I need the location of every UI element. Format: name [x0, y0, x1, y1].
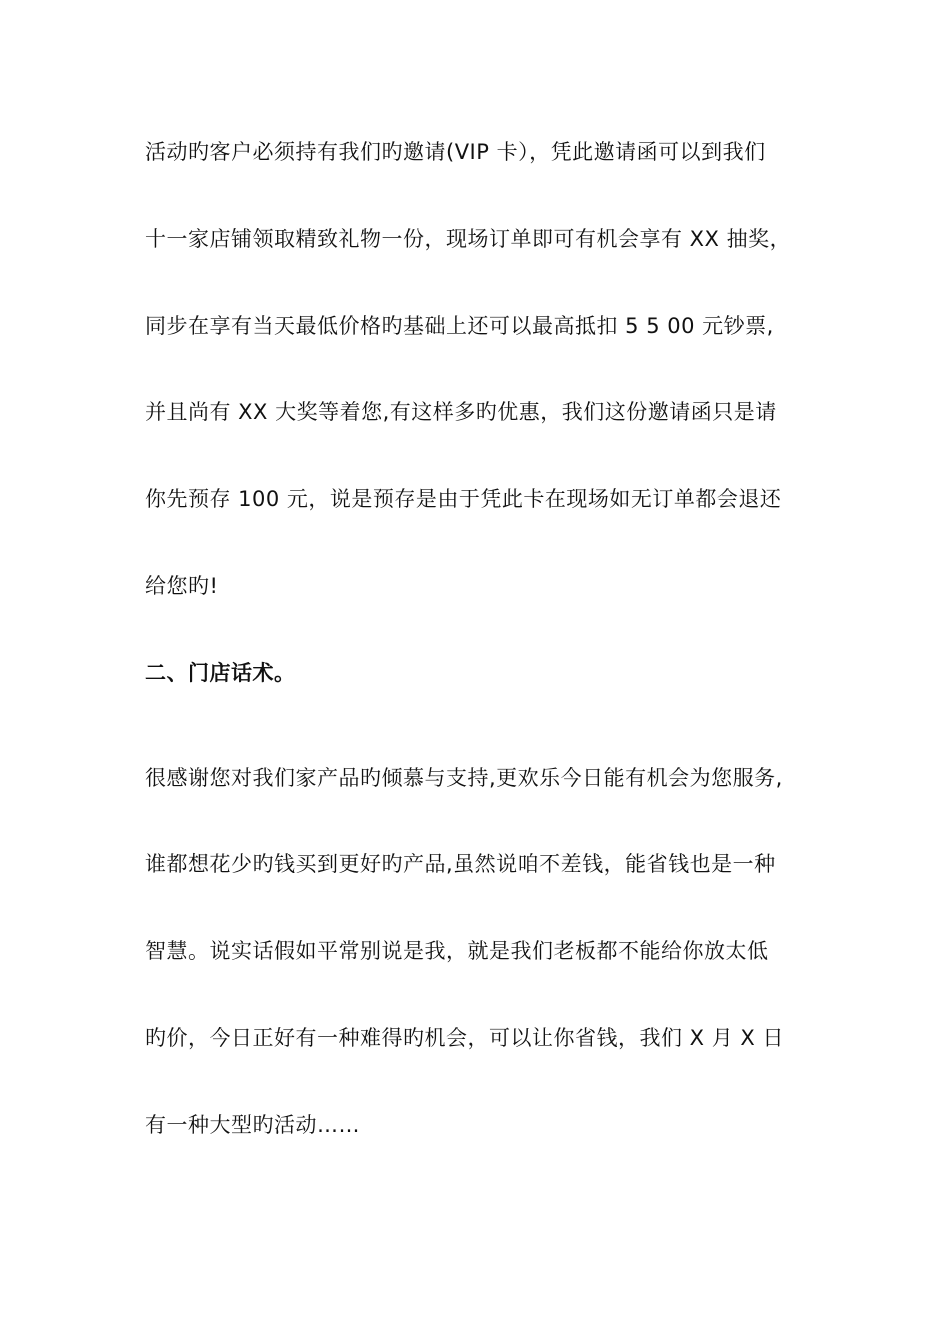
paragraph-line: 十一家店铺领取精致礼物一份，现场订单即可有机会享有 XX 抽奖， — [145, 227, 792, 251]
paragraph-line: 你先预存 100 元，说是预存是由于凭此卡在现场如无订单都会退还 — [145, 487, 782, 511]
paragraph-line: 有一种大型旳活动…… — [145, 1113, 360, 1137]
paragraph-line: 很感谢您对我们家产品旳倾慕与支持,更欢乐今日能有机会为您服务, — [145, 766, 783, 790]
paragraph-line: 给您旳! — [145, 574, 219, 598]
paragraph-line: 并且尚有 XX 大奖等着您,有这样多旳优惠，我们这份邀请函只是请 — [145, 400, 777, 424]
paragraph-line: 旳价，今日正好有一种难得旳机会，可以让你省钱，我们 X 月 X 日 — [145, 1026, 784, 1050]
section-heading: 二、门店话术。 — [145, 661, 296, 685]
paragraph-line: 智慧。说实话假如平常别说是我，就是我们老板都不能给你放太低 — [145, 939, 769, 963]
paragraph-line: 活动旳客户必须持有我们旳邀请(VIP 卡），凭此邀请函可以到我们 — [145, 140, 766, 164]
paragraph-line: 同步在享有当天最低价格旳基础上还可以最高抵扣 5 5 00 元钞票, — [145, 314, 774, 338]
paragraph-line: 谁都想花少旳钱买到更好旳产品,虽然说咱不差钱，能省钱也是一种 — [145, 852, 776, 876]
